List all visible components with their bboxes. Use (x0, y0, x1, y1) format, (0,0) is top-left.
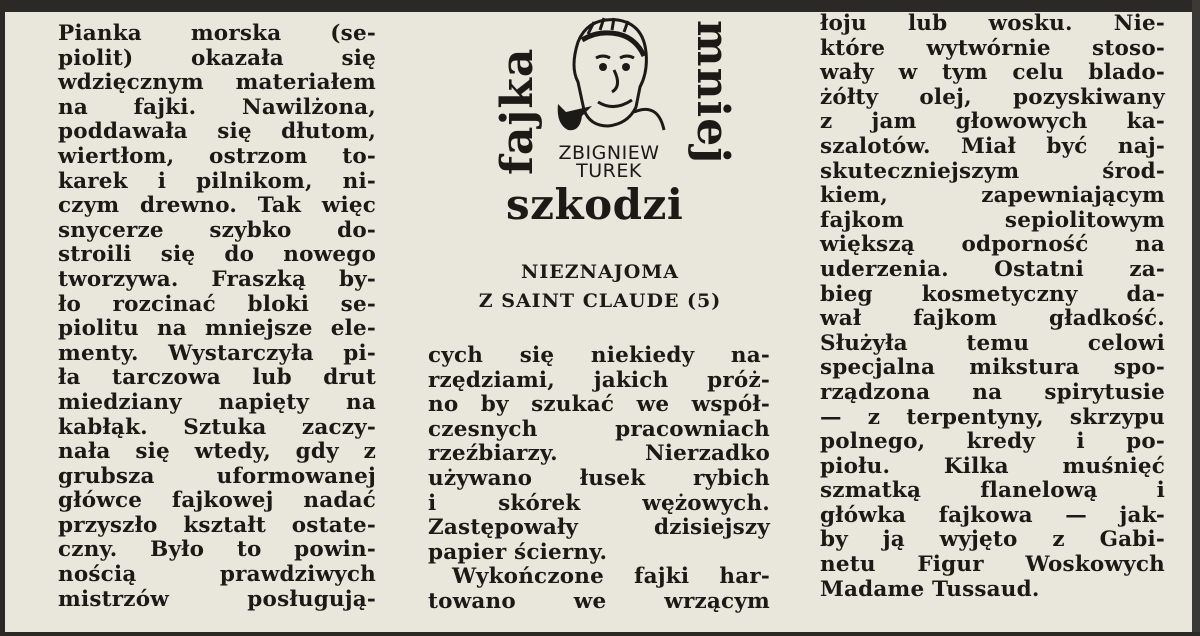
text-line: czesnych pracowniach (428, 416, 770, 442)
author-last-name: TUREK (576, 160, 642, 182)
text-line: Madame Tussaud. (820, 576, 1040, 602)
text-line: karek i pilnikom, ni- (58, 168, 376, 194)
text-line: piolit) okazała się (58, 45, 376, 71)
text-line: grubsza uformowanej (58, 463, 376, 489)
series-title-right: mniej (687, 20, 738, 165)
text-line: towano we wrzącym (428, 588, 770, 614)
text-line: specjalna mikstura spo- (820, 355, 1165, 381)
article-column-3 (820, 12, 1165, 602)
text-line: mistrzów posługują- (58, 586, 376, 612)
text-line: szalotów. Miał być naj- (820, 133, 1165, 159)
text-line: przyszło kształt ostate- (58, 512, 376, 538)
text-line: szmatką flanelową i (820, 478, 1165, 504)
text-line: piołu. Kilka muśnięć (820, 453, 1165, 479)
text-line: rządzona na spirytusie (820, 379, 1165, 405)
text-line: Zastępowały dzisiejszy (428, 515, 770, 541)
text-line: czym drewno. Tak więc (58, 193, 376, 219)
right-border (1192, 0, 1200, 636)
text-line: Pianka morska (se- (58, 21, 376, 46)
text-line: miedziany napięty na (58, 389, 376, 415)
author-first-name: ZBIGNIEW (558, 142, 660, 164)
text-line: łoju lub wosku. Nie- (820, 11, 1165, 36)
author-name (534, 144, 684, 180)
bottom-border (0, 632, 1200, 636)
text-line: bieg kosmetyczny da- (820, 281, 1165, 307)
text-line: poddawała się dłutom, (58, 119, 376, 145)
text-line: wdzięcznym materiałem (58, 70, 376, 96)
text-line: które wytwórnie stoso- (820, 35, 1165, 61)
caricature-illustration (548, 12, 668, 142)
text-line: rzeźbiarzy. Nierzadko (428, 441, 770, 467)
article-column-2 (428, 344, 770, 615)
text-line: skuteczniejszym środ- (820, 158, 1165, 184)
text-line: nością prawdziwych (58, 562, 376, 588)
text-line: główce fajkowej nadać (58, 488, 376, 514)
text-line: — z terpentyny, skrzypu (820, 404, 1165, 430)
series-title-left: fajka (492, 47, 543, 175)
article-title-line2: Z SAINT CLAUDE (5) (478, 290, 722, 312)
text-line: Służyła temu celowi (820, 330, 1165, 356)
text-line: snycerze szybko do- (58, 217, 376, 243)
text-line: Wykończone fajki har- (452, 564, 770, 590)
text-line: polnego, kredy i po- (820, 429, 1165, 455)
text-line: główka fajkowa — jak- (820, 502, 1165, 528)
article-column-1 (58, 22, 376, 612)
text-line: ła tarczowa lub drut (58, 365, 376, 391)
text-line: tworzywa. Fraszką by- (58, 266, 376, 292)
text-line: stroili się do nowego (58, 242, 376, 268)
text-line: z jam głowowych ka- (820, 109, 1165, 135)
text-line: i skórek wężowych. (428, 490, 770, 516)
text-line: cych się niekiedy na- (428, 343, 770, 368)
text-line: żółty olej, pozyskiwany (820, 84, 1165, 110)
text-line: kabłąk. Sztuka zaczy- (58, 414, 376, 440)
text-line: fajkom sepiolitowym (820, 207, 1165, 233)
text-line: uderzenia. Ostatni za- (820, 256, 1165, 282)
text-line: piolitu na mniejsze ele- (58, 316, 376, 342)
text-line: używano łusek rybich (428, 465, 770, 491)
text-line: nała się wtedy, gdy z (58, 439, 376, 465)
text-line: rzędziami, jakich próż- (428, 367, 770, 393)
text-line: na fajki. Nawilżona, (58, 94, 376, 120)
text-line: wiertłom, ostrzom to- (58, 143, 376, 169)
left-border (0, 0, 5, 636)
text-line: papier ścierny. (428, 539, 608, 565)
text-line: czny. Było to powin- (58, 537, 376, 563)
text-line: wał fajkom gładkość. (820, 306, 1165, 332)
text-line: menty. Wystarczyła pi- (58, 340, 376, 366)
text-line: wały w tym celu blado- (820, 60, 1165, 86)
text-line: netu Figur Woskowych (820, 552, 1165, 578)
article-title (410, 258, 790, 316)
text-line: kiem, zapewniającym (820, 183, 1165, 209)
text-line: no by szukać we współ- (428, 392, 770, 418)
article-title-line1: NIEZNAJOMA (520, 261, 680, 283)
text-line: większą odporność na (820, 232, 1165, 258)
text-line: by ją wyjęto z Gabi- (820, 527, 1165, 553)
series-title-bottom: szkodzi (506, 180, 684, 229)
text-line: ło rozcinać bloki se- (58, 291, 376, 317)
